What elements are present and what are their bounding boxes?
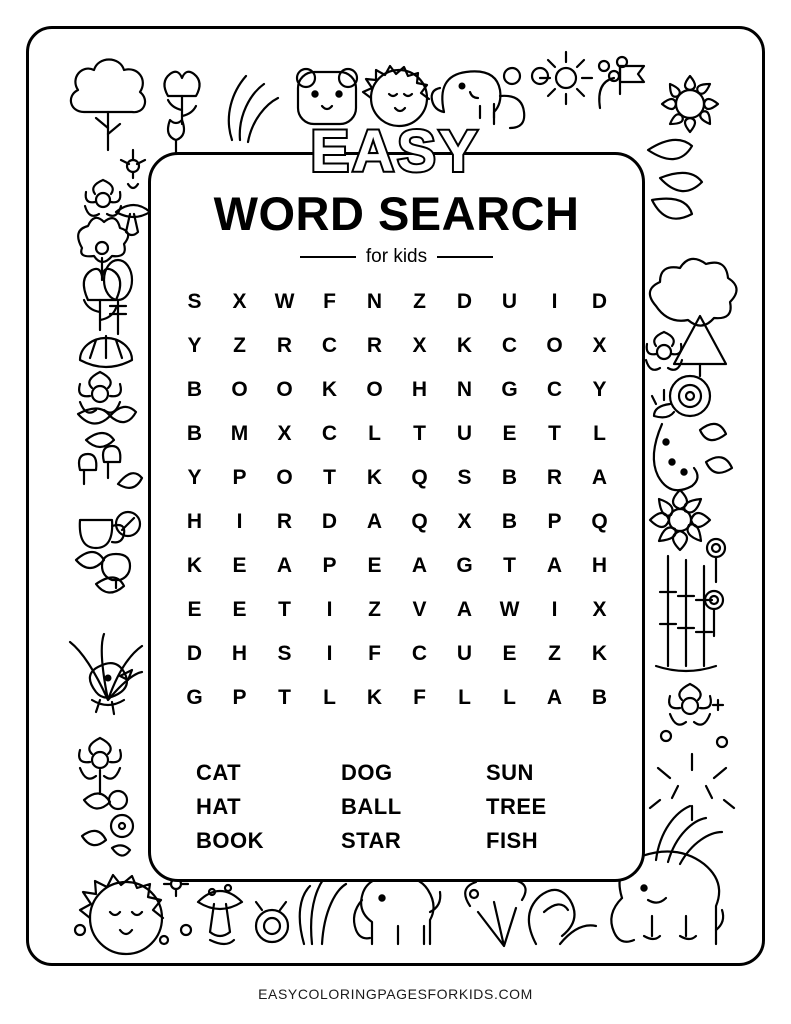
grid-cell[interactable]: X xyxy=(277,422,292,445)
grid-cell[interactable]: A xyxy=(366,510,383,533)
grid-cell[interactable]: E xyxy=(367,554,382,577)
subtitle-rule-right xyxy=(437,256,493,258)
grid-cell[interactable]: Z xyxy=(548,642,561,665)
grid-cell[interactable]: O xyxy=(276,466,293,489)
grid-cell[interactable]: R xyxy=(276,334,293,357)
grid-cell[interactable]: X xyxy=(232,290,247,313)
grid-cell[interactable]: I xyxy=(236,510,243,533)
grid-cell[interactable]: T xyxy=(278,598,291,621)
grid-cell[interactable]: Z xyxy=(233,334,246,357)
grid-cell[interactable]: B xyxy=(501,466,518,489)
word-list-item[interactable]: FISH xyxy=(486,828,539,853)
grid-cell[interactable]: G xyxy=(186,686,203,709)
grid-cell[interactable]: S xyxy=(457,466,472,489)
grid-cell[interactable]: T xyxy=(323,466,336,489)
grid-cell[interactable]: G xyxy=(501,378,518,401)
grid-cell[interactable]: Y xyxy=(592,378,607,401)
word-list-item[interactable]: SUN xyxy=(486,760,534,785)
grid-cell[interactable]: D xyxy=(456,290,473,313)
grid-cell[interactable]: U xyxy=(456,422,473,445)
grid-cell[interactable]: E xyxy=(232,598,247,621)
grid-cell[interactable]: C xyxy=(321,334,338,357)
grid-cell[interactable]: O xyxy=(546,334,563,357)
grid-cell[interactable]: F xyxy=(413,686,426,709)
grid-cell[interactable]: Z xyxy=(413,290,426,313)
grid-cell[interactable]: R xyxy=(276,510,293,533)
grid-cell[interactable]: A xyxy=(456,598,473,621)
grid-cell[interactable]: B xyxy=(591,686,608,709)
grid-cell[interactable]: S xyxy=(277,642,292,665)
grid-cell[interactable]: B xyxy=(501,510,518,533)
grid-cell[interactable]: P xyxy=(232,466,247,489)
grid-cell[interactable]: O xyxy=(276,378,293,401)
grid-cell[interactable]: X xyxy=(457,510,472,533)
grid-cell[interactable]: A xyxy=(591,466,608,489)
title-easy: EASY xyxy=(310,119,481,184)
grid-cell[interactable]: N xyxy=(366,290,383,313)
word-list xyxy=(196,758,606,856)
grid-cell[interactable]: L xyxy=(503,686,516,709)
grid-cell[interactable]: U xyxy=(456,642,473,665)
word-search-grid xyxy=(172,286,622,714)
grid-cell[interactable]: D xyxy=(321,510,338,533)
grid-cell[interactable]: L xyxy=(368,422,381,445)
grid-cell[interactable]: E xyxy=(502,422,517,445)
grid-cell[interactable]: K xyxy=(591,642,608,665)
grid-cell[interactable]: P xyxy=(232,686,247,709)
grid-cell[interactable]: B xyxy=(186,378,203,401)
grid-cell[interactable]: L xyxy=(458,686,471,709)
grid-cell[interactable]: R xyxy=(366,334,383,357)
grid-cell[interactable]: I xyxy=(551,598,558,621)
grid-cell[interactable]: P xyxy=(322,554,337,577)
grid-cell[interactable]: X xyxy=(592,334,607,357)
grid-cell[interactable]: T xyxy=(548,422,561,445)
grid-cell[interactable]: N xyxy=(456,378,473,401)
grid-cell[interactable]: C xyxy=(411,642,428,665)
grid-cell[interactable]: P xyxy=(547,510,562,533)
grid-cell[interactable]: Y xyxy=(187,334,202,357)
grid-cell[interactable]: K xyxy=(321,378,338,401)
grid-cell[interactable]: M xyxy=(230,422,249,445)
word-list-item[interactable]: DOG xyxy=(341,760,393,785)
grid-cell[interactable]: C xyxy=(321,422,338,445)
grid-cell[interactable]: W xyxy=(274,290,295,313)
grid-cell[interactable]: U xyxy=(501,290,518,313)
grid-cell[interactable]: Q xyxy=(411,510,428,533)
grid-cell[interactable]: Y xyxy=(187,466,202,489)
grid-cell[interactable]: I xyxy=(326,598,333,621)
grid-cell[interactable]: C xyxy=(501,334,518,357)
word-list-item[interactable]: STAR xyxy=(341,828,402,853)
grid-cell[interactable]: H xyxy=(411,378,428,401)
grid-cell[interactable]: V xyxy=(412,598,427,621)
grid-cell[interactable]: A xyxy=(276,554,293,577)
grid-cell[interactable]: O xyxy=(231,378,248,401)
footer-credit: EASYCOLORINGPAGESFORKIDS.COM xyxy=(258,986,533,1002)
grid-cell[interactable]: Q xyxy=(591,510,608,533)
grid-cell[interactable]: R xyxy=(546,466,563,489)
grid-cell[interactable]: D xyxy=(591,290,608,313)
page-title: WORD SEARCH xyxy=(213,187,580,240)
grid-cell[interactable]: A xyxy=(546,554,563,577)
grid-cell[interactable]: D xyxy=(186,642,203,665)
grid-cell[interactable]: L xyxy=(593,422,606,445)
grid-cell[interactable]: Q xyxy=(411,466,428,489)
subtitle-rule-left xyxy=(300,256,356,258)
grid-cell[interactable]: K xyxy=(186,554,203,577)
word-list-item[interactable]: BALL xyxy=(341,794,402,819)
grid-cell[interactable]: E xyxy=(502,642,517,665)
grid-cell[interactable]: E xyxy=(232,554,247,577)
grid-cell[interactable]: O xyxy=(366,378,383,401)
word-list-item[interactable]: TREE xyxy=(486,794,547,819)
grid-cell[interactable]: H xyxy=(231,642,248,665)
grid-cell[interactable]: L xyxy=(323,686,336,709)
grid-cell[interactable]: F xyxy=(323,290,336,313)
grid-cell[interactable]: I xyxy=(326,642,333,665)
grid-cell[interactable]: T xyxy=(278,686,291,709)
subtitle-row xyxy=(148,246,645,268)
grid-cell[interactable]: I xyxy=(551,290,558,313)
grid-cell[interactable]: H xyxy=(591,554,608,577)
grid-cell[interactable]: B xyxy=(186,422,203,445)
grid-cell[interactable]: X xyxy=(592,598,607,621)
grid-cell[interactable]: Z xyxy=(368,598,381,621)
grid-cell[interactable]: T xyxy=(413,422,426,445)
grid-cell[interactable]: C xyxy=(546,378,563,401)
subtitle: for kids xyxy=(365,246,428,267)
word-list-item[interactable]: HAT xyxy=(196,794,242,819)
grid-cell[interactable]: F xyxy=(368,642,381,665)
grid-cell[interactable]: W xyxy=(499,598,520,621)
grid-cell[interactable]: K xyxy=(366,466,383,489)
grid-cell[interactable]: A xyxy=(546,686,563,709)
grid-cell[interactable]: E xyxy=(187,598,202,621)
grid-cell[interactable]: H xyxy=(186,510,203,533)
grid-cell[interactable]: K xyxy=(366,686,383,709)
grid-cell[interactable]: G xyxy=(456,554,473,577)
grid-cell[interactable]: X xyxy=(412,334,427,357)
grid-cell[interactable]: K xyxy=(456,334,473,357)
grid-cell[interactable]: A xyxy=(411,554,428,577)
grid-cell[interactable]: S xyxy=(187,290,202,313)
word-list-item[interactable]: BOOK xyxy=(196,828,264,853)
word-list-item[interactable]: CAT xyxy=(196,760,242,785)
grid-cell[interactable]: T xyxy=(503,554,516,577)
